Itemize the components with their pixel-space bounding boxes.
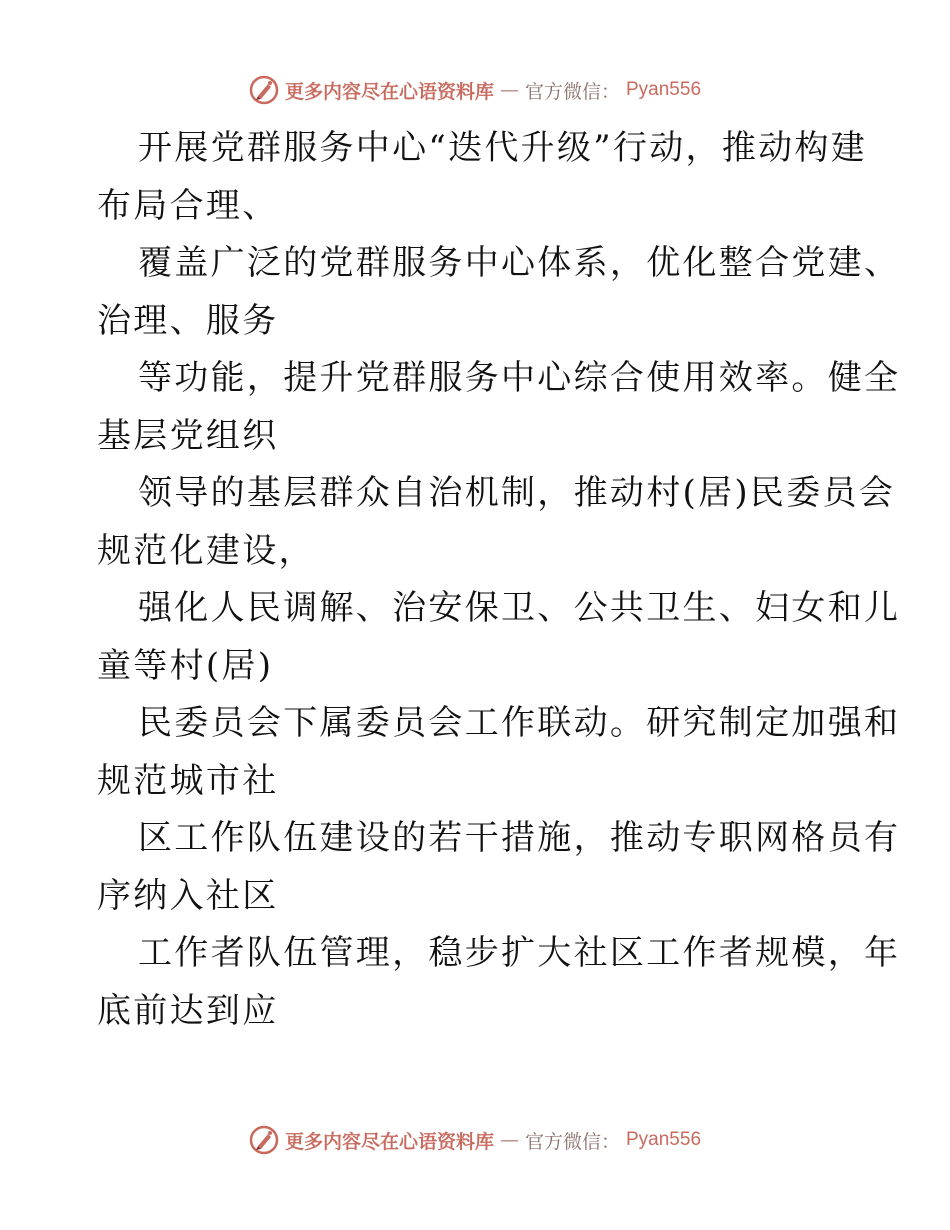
paragraph-line: 基层党组织	[97, 415, 279, 456]
header-watermark	[0, 70, 950, 110]
paragraph-line: 区工作队伍建设的若干措施，推动专职网格员有	[138, 818, 901, 858]
paragraph	[97, 925, 901, 1040]
paragraph	[97, 465, 896, 580]
document-body	[97, 120, 901, 1040]
paragraph-line: 民委员会下属委员会工作联动。研究制定加强和	[138, 703, 901, 743]
paragraph	[97, 235, 901, 350]
watermark-brand: 更多内容尽在心语资料库	[284, 1130, 494, 1153]
watermark-id: Pyan556	[626, 79, 702, 100]
paragraph-line: 布局合理、	[97, 185, 279, 226]
paragraph-line: 领导的基层群众自治机制，推动村(居)民委员会	[138, 473, 896, 513]
paragraph-line: 强化人民调解、治安保卫、公共卫生、妇女和儿	[138, 588, 901, 628]
paragraph-line: 治理、服务	[97, 300, 279, 341]
paragraph-line: 序纳入社区	[97, 875, 279, 916]
paragraph-line: 等功能，提升党群服务中心综合使用效率。健全	[138, 358, 901, 398]
watermark-label: 官方微信：	[524, 1130, 620, 1153]
watermark-label: 官方微信：	[524, 80, 620, 103]
paragraph-line: 工作者队伍管理，稳步扩大社区工作者规模，年	[138, 933, 901, 973]
paragraph-line: 规范城市社	[97, 760, 279, 801]
pen-logo-icon	[249, 1125, 279, 1155]
watermark-brand: 更多内容尽在心语资料库	[284, 80, 494, 103]
watermark-id: Pyan556	[626, 1129, 702, 1150]
watermark-dash: —	[499, 1129, 519, 1151]
paragraph-line: 开展党群服务中心“迭代升级”行动，推动构建	[138, 128, 868, 168]
paragraph	[97, 350, 901, 465]
paragraph-line: 童等村(居)	[97, 645, 274, 686]
watermark-dash: —	[499, 79, 519, 101]
paragraph-line: 覆盖广泛的党群服务中心体系，优化整合党建、	[138, 243, 901, 283]
footer-watermark	[0, 1120, 950, 1160]
pen-logo-icon	[249, 75, 279, 105]
paragraph-line: 底前达到应	[97, 990, 279, 1031]
paragraph	[97, 695, 901, 810]
paragraph	[97, 580, 901, 695]
paragraph	[97, 810, 901, 925]
paragraph	[97, 120, 868, 235]
paragraph-line: 规范化建设，	[97, 530, 315, 571]
